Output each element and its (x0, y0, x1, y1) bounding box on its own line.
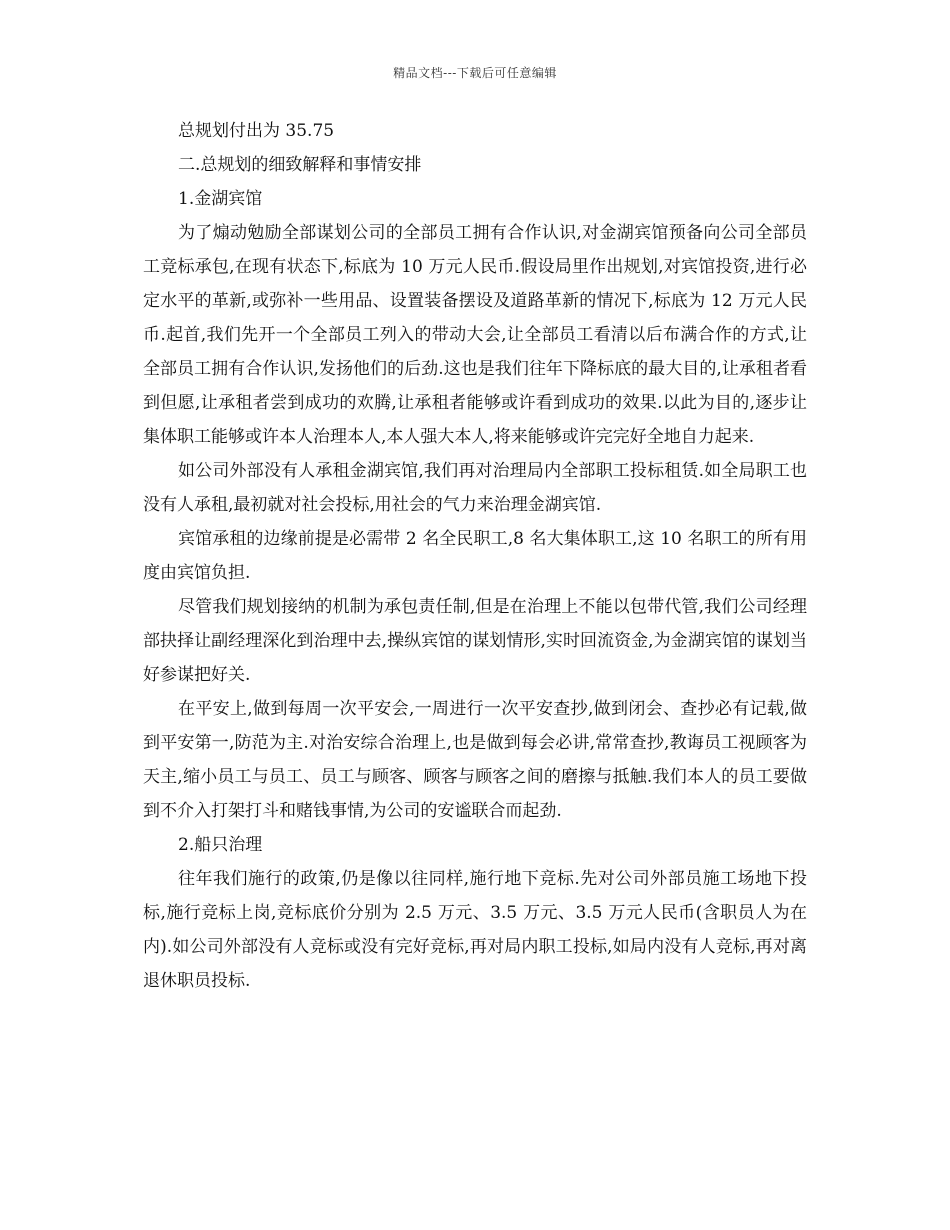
section-heading-2: 二.总规划的细致解释和事情安排 (178, 155, 422, 175)
subsection-heading-2: 2.船只治理 (178, 835, 263, 855)
body-paragraph: 如公司外部没有人承租金湖宾馆,我们再对治理局内全部职工投标租赁.如全局职工也没有人承租,最初就对社会投标,用社会的气力来治理金湖宾馆. (143, 461, 807, 515)
body-paragraph: 尽管我们规划接纳的机制为承包责任制,但是在治理上不能以包带代管,我们公司经理部抉择让副经理深化到治理中去,操纵宾馆的谋划情形,实时回流资金,为金湖宾馆的谋划当好参谋把好关. (143, 597, 807, 685)
total-plan-line: 总规划付出为 35.75 (178, 121, 335, 141)
body-paragraph: 往年我们施行的政策,仍是像以往同样,施行地下竞标.先对公司外部员施工场地下投标,施行竞标上岗,竞标底价分别为 2.5 万元、3.5 万元、3.5 万元人民币(含职员人为在内).如公司外部没有人竞标或没有完好竞标,再对局内职工投标,如局内没有人竞标,再对离退休职员投标. (143, 869, 807, 991)
page-header: 精品文档---下载后可任意编辑 (393, 66, 557, 80)
subsection-heading-1: 1.金湖宾馆 (178, 189, 263, 209)
document-body (143, 114, 807, 998)
body-paragraph: 在平安上,做到每周一次平安会,一周进行一次平安查抄,做到闭会、查抄必有记载,做到平安第一,防范为主.对治安综合治理上,也是做到每会必讲,常常查抄,教诲员工视顾客为天主,缩小员工与员工、员工与顾客、顾客与顾客之间的磨擦与抵触.我们本人的员工要做到不介入打架打斗和赌钱事情,为公司的安谧联合而起劲. (143, 699, 807, 821)
body-paragraph: 宾馆承租的边缘前提是必需带 2 名全民职工,8 名大集体职工,这 10 名职工的所有用度由宾馆负担. (143, 529, 807, 583)
body-paragraph: 为了煽动勉励全部谋划公司的全部员工拥有合作认识,对金湖宾馆预备向公司全部员工竞标承包,在现有状态下,标底为 10 万元人民币.假设局里作出规划,对宾馆投资,进行必定水平的革新,或弥补一些用品、设置装备摆设及道路革新的情况下,标底为 12 万元人民币.起首,我们先开一个全部员工列入的带动大会,让全部员工看清以后布满合作的方式,让全部员工拥有合作认识,发扬他们的后劲.这也是我们往年下降标底的最大目的,让承租者看到但愿,让承租者尝到成功的欢腾,让承租者能够或许看到成功的效果.以此为目的,逐步让集体职工能够或许本人治理本人,本人强大本人,将来能够或许完完好全地自力起来. (143, 223, 807, 447)
